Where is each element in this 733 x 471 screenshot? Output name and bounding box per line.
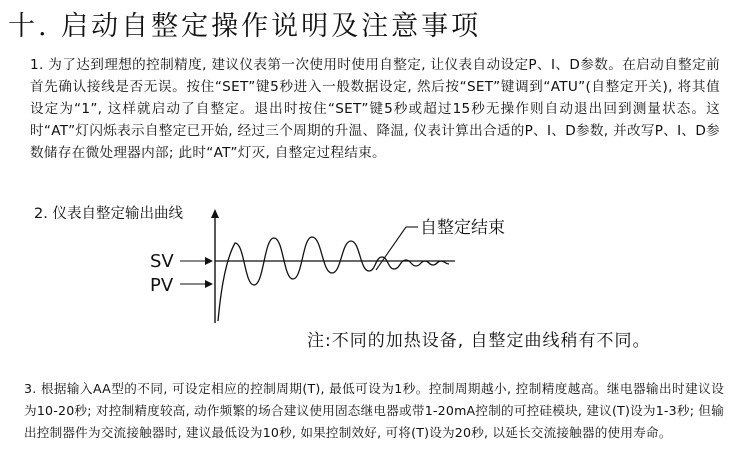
graph-note: 注:不同的加热设备, 自整定曲线稍有不同。 [307,331,651,351]
end-pointer [376,227,406,270]
y-axis-arrow [211,209,219,218]
section-2-heading: 2. 仪表自整定输出曲线 [34,206,183,222]
sv-pointer-head [205,257,213,265]
sv-label: SV [150,251,174,272]
paragraph-3: 3. 根据输入AA型的不同, 可设定相应的控制周期(T), 最低可设为1秒。控制周期越小, 控制精度越高。继电器输出时建议设为10-20秒; 对控制精度较高, 动作频繁的场合建议使用固态继电器或带1-20mA控制的可控硅模块, 建议(T)设为1-3秒; 但输出控制器件为交流接触器时, 建议最低设为10秒, 如果控制效好, 可将(T)设为20秒, 以延长交流接触器的使用寿命。 [24,381,724,440]
autotune-curve-graph [150,205,570,330]
autotune-end-label: 自整定结束 [420,218,505,238]
page-title: 十. 启动自整定操作说明及注意事项 [8,11,482,42]
pv-label: PV [150,275,174,296]
pv-curve [218,237,449,321]
paragraph-1: 1. 为了达到理想的控制精度, 建议仪表第一次使用时使用自整定, 让仪表自动设定P、I、D参数。在启动自整定前首先确认接线是否无误。按住“SET”键5秒进入一般数据设定, 然后按“SET”键调到“ATU”(自整定开关), 将其值设定为“1”, 这样就启动了自整定。退出时按住“SET”键5秒或超过15秒无操作则自动退出回到测量状态。这时“AT”灯闪烁表示自整定已开始, 经过三个周期的升温、降温, 仪表计算出合适的P、I、D参数, 并改写P、I、D参数储存在微处理器内部; 此时“AT”灯灭, 自整定过程结束。 [30,57,720,161]
pv-pointer-head [205,280,213,288]
